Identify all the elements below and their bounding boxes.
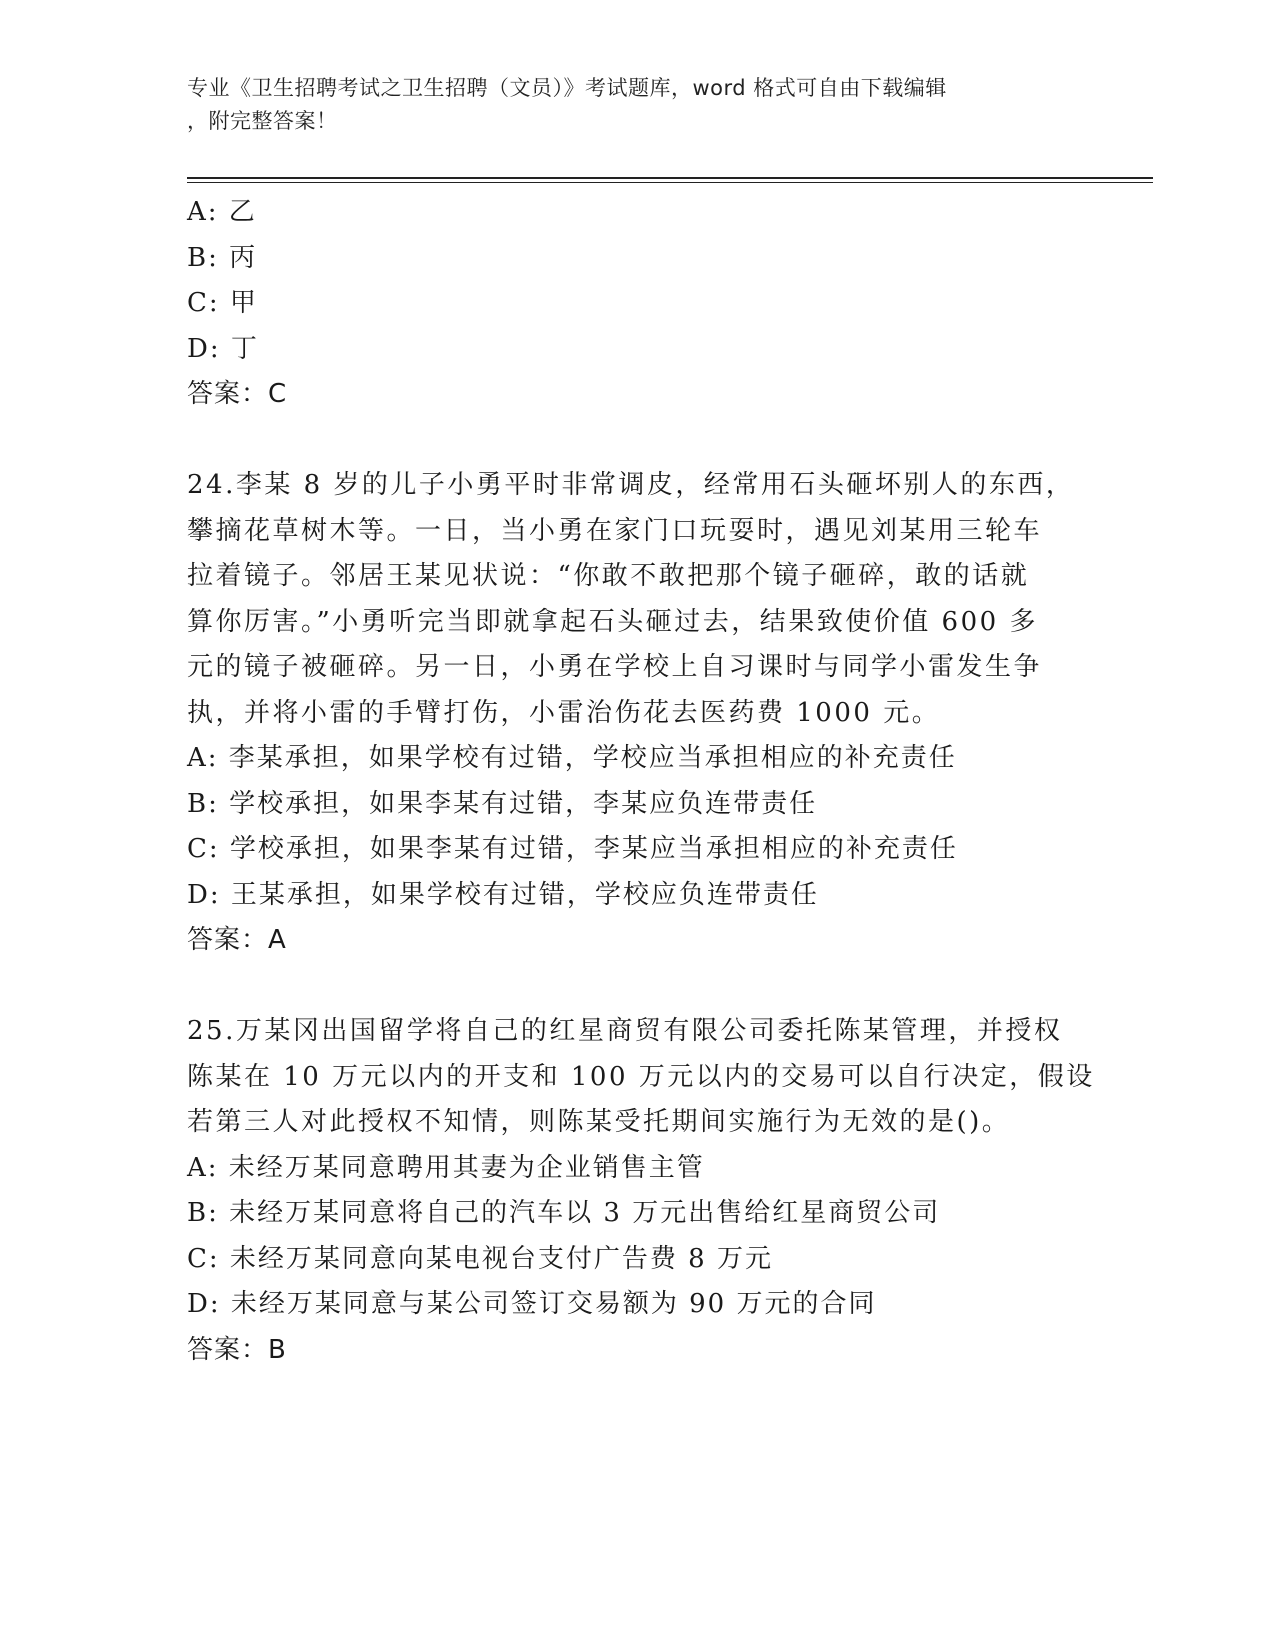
answer-line: 答案：C bbox=[187, 379, 288, 409]
stem-line: 24.李某 8 岁的儿子小勇平时非常调皮，经常用石头砸坏别人的东西， bbox=[187, 470, 1075, 500]
question-24 bbox=[187, 463, 1087, 964]
answer-line: 答案：A bbox=[187, 925, 287, 955]
question-25 bbox=[187, 1009, 1095, 1373]
stem-line: 陈某在 10 万元以内的开支和 100 万元以内的交易可以自行决定，假设 bbox=[187, 1061, 1095, 1092]
stem-line: 拉着镜子。邻居王某见状说：“你敢不敢把那个镜子砸碎，敢的话就 bbox=[187, 561, 1030, 591]
stem-line: 25.万某冈出国留学将自己的红星商贸有限公司委托陈某管理，并授权 bbox=[187, 1016, 1063, 1046]
option-a: A: 未经万某同意聘用其妻为企业销售主管 bbox=[187, 1152, 705, 1183]
option-c: C: 未经万某同意向某电视台支付广告费 8 万元 bbox=[187, 1243, 773, 1274]
spacer bbox=[187, 418, 1087, 464]
stem-line: 执，并将小雷的手臂打伤，小雷治伤花去医药费 1000 元。 bbox=[187, 697, 941, 728]
question-stem bbox=[187, 1009, 1095, 1146]
stem-line: 攀摘花草树木等。一日，当小勇在家门口玩耍时，遇见刘某用三轮车 bbox=[187, 515, 1043, 546]
previous-question bbox=[187, 190, 1087, 418]
option-d: D: 王某承担，如果学校有过错，学校应负连带责任 bbox=[187, 879, 819, 910]
option-b: B: 学校承担，如果李某有过错，李某应负连带责任 bbox=[187, 788, 818, 819]
header-divider-thin bbox=[187, 182, 1153, 183]
header-line-2: ，附完整答案！ bbox=[187, 109, 338, 133]
header-divider-thick bbox=[187, 177, 1153, 179]
stem-line: 算你厉害。”小勇听完当即就拿起石头砸过去，结果致使价值 600 多 bbox=[187, 606, 1038, 637]
question-content bbox=[187, 190, 1095, 1373]
option-d: D: 丁 bbox=[187, 333, 259, 364]
option-c: C: 甲 bbox=[187, 288, 258, 318]
option-b: B: 未经万某同意将自己的汽车以 3 万元出售给红星商贸公司 bbox=[187, 1198, 941, 1228]
document-header bbox=[187, 72, 1067, 138]
question-stem bbox=[187, 463, 1087, 736]
stem-line: 元的镜子被砸碎。另一日，小勇在学校上自习课时与同学小雷发生争 bbox=[187, 652, 1043, 682]
spacer bbox=[187, 964, 1087, 1010]
header-line-1: 专业《卫生招聘考试之卫生招聘（文员）》考试题库，word 格式可自由下载编辑 bbox=[187, 76, 947, 100]
answer-line: 答案：B bbox=[187, 1334, 287, 1365]
option-a: A: 李某承担，如果学校有过错，学校应当承担相应的补充责任 bbox=[187, 743, 957, 773]
stem-line: 若第三人对此授权不知情，则陈某受托期间实施行为无效的是()。 bbox=[187, 1107, 1011, 1137]
option-a: A: 乙 bbox=[187, 197, 257, 227]
option-b: B: 丙 bbox=[187, 242, 258, 273]
option-d: D: 未经万某同意与某公司签订交易额为 90 万元的合同 bbox=[187, 1289, 877, 1319]
option-c: C: 学校承担，如果李某有过错，李某应当承担相应的补充责任 bbox=[187, 834, 958, 864]
